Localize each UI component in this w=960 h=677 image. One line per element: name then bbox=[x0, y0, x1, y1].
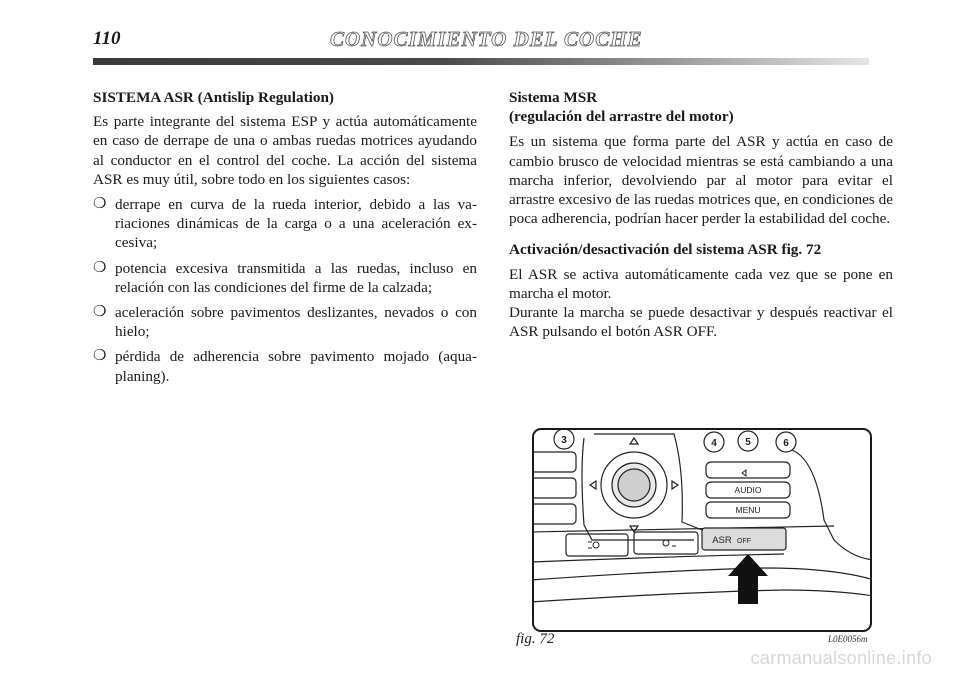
msr-text: Es un sistema que forma parte del ASR y actúa en caso de cambio brusco de velocidad mientras se está cambiando a una marcha inferior, devolviendo par al motor para evitar el arrastre excesivo de las ruedas motrices que, en condiciones de poca adherencia, podrían hacer perder la estabilidad del coche. bbox=[509, 133, 893, 228]
circle-bullet-icon: ❍ bbox=[93, 196, 107, 213]
circle-bullet-icon: ❍ bbox=[93, 348, 107, 365]
watermark: carmanualsonline.info bbox=[750, 648, 932, 668]
section-title: CONOCIMIENTO DEL COCHE bbox=[330, 27, 643, 51]
radio-button-5-label: 5 bbox=[745, 437, 751, 448]
radio-button-3-label: 3 bbox=[561, 435, 567, 446]
msr-heading-line2: (regulación del arrastre del motor) bbox=[509, 108, 734, 126]
circle-bullet-icon: ❍ bbox=[93, 259, 107, 276]
circle-bullet-icon: ❍ bbox=[93, 304, 107, 321]
radio-button-6-label: 6 bbox=[783, 438, 789, 449]
list-item bbox=[93, 195, 477, 253]
list-item bbox=[93, 303, 477, 341]
asr-button-label: ASR bbox=[712, 535, 732, 546]
page-number: 110 bbox=[93, 28, 121, 49]
audio-button-label: AUDIO bbox=[734, 485, 762, 495]
asr-intro: Es parte integrante del sistema ESP y actúa automáticamente en caso de derrape de una o ambas ruedas motrices ayudando al conductor en el control del coche. La acción del sistema ASR es muy útil, sobre todo en los siguientes casos: bbox=[93, 113, 477, 188]
list-item bbox=[93, 259, 477, 297]
figure-caption: fig. 72 bbox=[516, 631, 555, 647]
menu-button-label: MENU bbox=[735, 505, 761, 515]
msr-heading bbox=[509, 88, 893, 126]
figure-asr-button bbox=[532, 428, 872, 632]
figure-code: L0E0056m bbox=[828, 634, 868, 644]
right-column bbox=[509, 88, 893, 347]
header-rule bbox=[93, 58, 869, 65]
asr-heading: SISTEMA ASR (Antislip Regulation) bbox=[93, 89, 334, 106]
list-item bbox=[93, 347, 477, 385]
list-item-text: pérdida de adherencia sobre pavimento mojado (aquaplaning). bbox=[115, 348, 477, 385]
left-column bbox=[93, 88, 477, 392]
asr-cases-list bbox=[93, 195, 477, 386]
msr-heading-line1: Sistema MSR bbox=[509, 89, 598, 106]
speaker-icon bbox=[742, 470, 746, 476]
activation-text-2: Durante la marcha se puede desactivar y después reactivar el ASR pulsando el botón ASR OFF. bbox=[509, 304, 893, 341]
list-item-text: potencia excesiva transmitida a las ruedas, incluso en relación con las condiciones del firme de la calzada; bbox=[115, 259, 477, 296]
list-item-text: derrape en curva de la rueda interior, debido a las variaciones dinámicas de la carga o a una aceleración excesiva; bbox=[115, 196, 477, 252]
radio-button-4-label: 4 bbox=[711, 438, 717, 449]
asr-off-label: OFF bbox=[737, 538, 751, 545]
activation-text-1: El ASR se activa automáticamente cada vez que se pone en marcha el motor. bbox=[509, 265, 893, 302]
list-item-text: aceleración sobre pavimentos deslizantes, nevados o con hielo; bbox=[115, 304, 477, 341]
activation-subheading: Activación/desactivación del sistema ASR fig. 72 bbox=[509, 241, 822, 259]
dashboard-illustration bbox=[534, 430, 870, 630]
arrow-up-icon bbox=[728, 554, 768, 604]
